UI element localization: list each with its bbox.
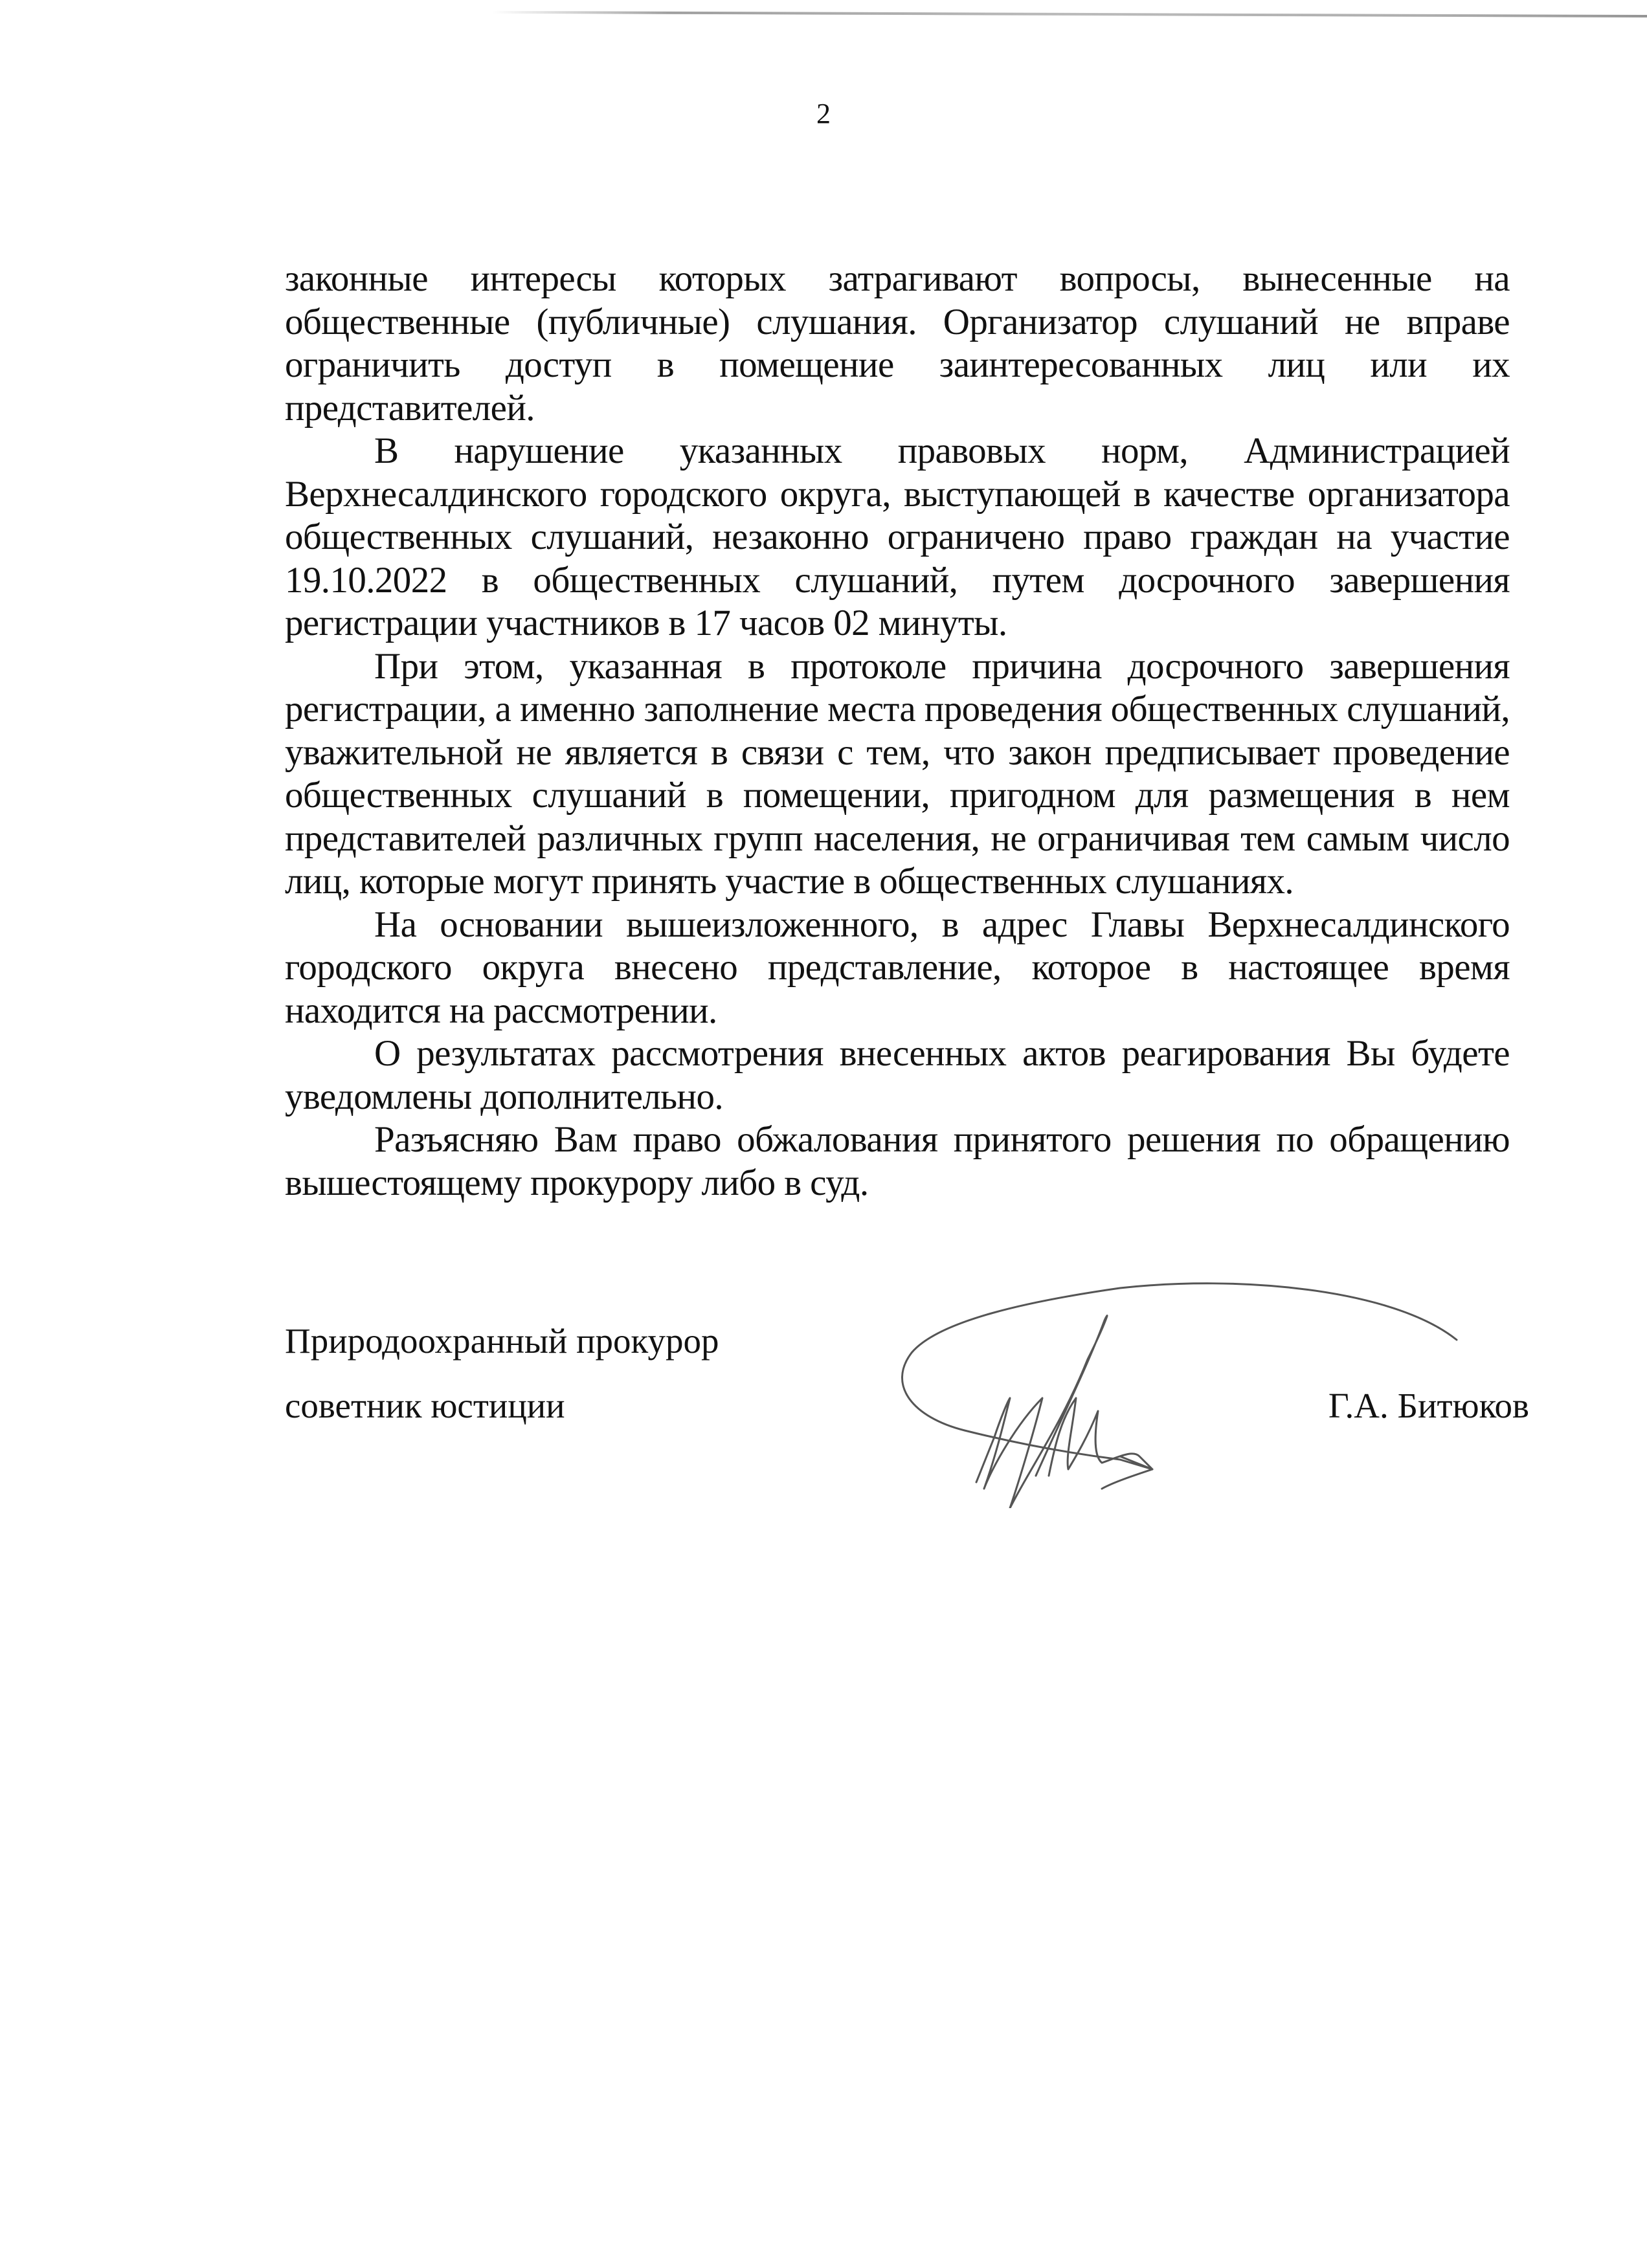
- paragraph-violation: В нарушение указанных правовых норм, Администрацией Верхнесалдинского городского округа, выступающей в качестве организатора общественных слушаний, незаконно ограничено право граждан на участие 19.10.2022 в общественных слушаний, путем досрочного завершения регистрации участников в 17 часов 02 минуты.: [285, 430, 1510, 643]
- letter-body: [285, 258, 1510, 1205]
- paragraph-results: О результатах рассмотрения внесенных актов реагирования Вы будете уведомлены дополнительно.: [285, 1033, 1510, 1117]
- signer-name: Г.А. Битюков: [1328, 1386, 1529, 1425]
- page-number: 2: [816, 98, 831, 129]
- paragraph-reason: При этом, указанная в протоколе причина досрочного завершения регистрации, а именно заполнение места проведения общественных слушаний, уважительной не является в связи с тем, что закон предписывает проведение общественных слушаний в помещении, пригодном для размещения в нем представителей различных групп населения, не ограничивая тем самым число лиц, которые могут принять участие в общественных слушаниях.: [285, 645, 1510, 902]
- signer-rank: советник юстиции: [285, 1386, 565, 1425]
- scan-edge-line: [492, 11, 1647, 17]
- paragraph-continuation: законные интересы которых затрагивают вопросы, вынесенные на общественные (публичные) слушания. Организатор слушаний не вправе ограничить доступ в помещение заинтересованных лиц или их представителей.: [285, 258, 1510, 428]
- paragraph-representation: На основании вышеизложенного, в адрес Главы Верхнесалдинского городского округа внесено представление, которое в настоящее время находится на рассмотрении.: [285, 904, 1510, 1031]
- signer-position: Природоохранный прокурор: [285, 1321, 719, 1361]
- handwritten-signature-icon: [874, 1262, 1496, 1508]
- paragraph-appeal-rights: Разъясняю Вам право обжалования принятого решения по обращению вышестоящему прокурору либо в суд.: [285, 1119, 1510, 1203]
